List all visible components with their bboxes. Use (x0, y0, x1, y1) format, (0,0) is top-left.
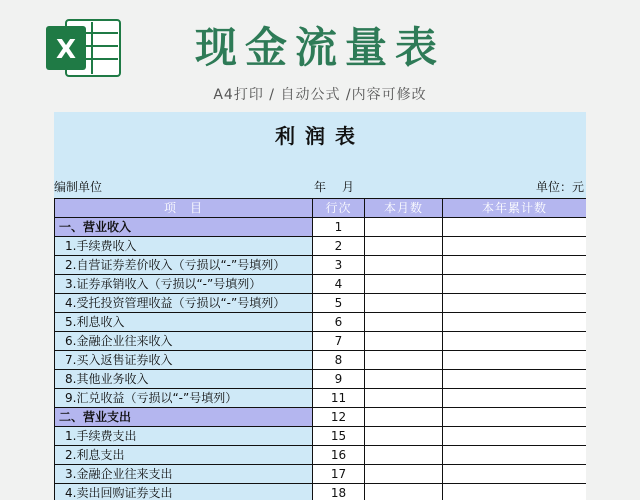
row-ytd-cell[interactable] (443, 484, 587, 500)
row-item-cell[interactable]: 3.金融企业往来支出 (55, 465, 313, 484)
row-ytd-cell[interactable] (443, 218, 587, 237)
logo-letter: X (55, 35, 77, 65)
row-item-cell[interactable]: 4.受托投资管理收益（亏损以“-”号填列） (55, 294, 313, 313)
row-line-cell[interactable]: 16 (313, 446, 365, 465)
row-line-cell[interactable]: 17 (313, 465, 365, 484)
row-ytd-cell[interactable] (443, 370, 587, 389)
row-line-cell[interactable]: 6 (313, 313, 365, 332)
row-item-cell[interactable]: 4.卖出回购证券支出 (55, 484, 313, 500)
row-month-cell[interactable] (365, 484, 443, 500)
row-ytd-cell[interactable] (443, 237, 587, 256)
table-header-row (55, 199, 587, 218)
table-row (55, 237, 587, 256)
table-row (55, 275, 587, 294)
row-item-cell[interactable]: 8.其他业务收入 (55, 370, 313, 389)
row-line-cell[interactable]: 1 (313, 218, 365, 237)
row-line-cell[interactable]: 7 (313, 332, 365, 351)
table-row (55, 332, 587, 351)
sheet-title: 利润表 (275, 124, 365, 148)
row-ytd-cell[interactable] (443, 275, 587, 294)
row-ytd-cell[interactable] (443, 465, 587, 484)
table-row (55, 484, 587, 500)
income-table (54, 198, 586, 500)
column-header-line: 行次 (313, 199, 365, 218)
row-month-cell[interactable] (365, 313, 443, 332)
header (0, 0, 640, 112)
table-row (55, 351, 587, 370)
row-ytd-cell[interactable] (443, 313, 587, 332)
row-month-cell[interactable] (365, 237, 443, 256)
row-ytd-cell[interactable] (443, 408, 587, 427)
row-line-cell[interactable]: 5 (313, 294, 365, 313)
row-line-cell[interactable]: 12 (313, 408, 365, 427)
row-ytd-cell[interactable] (443, 332, 587, 351)
row-month-cell[interactable] (365, 294, 443, 313)
row-ytd-cell[interactable] (443, 389, 587, 408)
row-item-cell[interactable]: 7.买入返售证券收入 (55, 351, 313, 370)
page-subtitle: A4打印 / 自动公式 /内容可修改 (213, 87, 427, 103)
unit-label: 编制单位 (54, 180, 103, 194)
spreadsheet (54, 112, 586, 500)
currency-label: 单位：元 (535, 180, 584, 194)
row-ytd-cell[interactable] (443, 294, 587, 313)
row-item-cell[interactable]: 2.自营证券差价收入（亏损以“-”号填列） (55, 256, 313, 275)
column-header-ytd: 本年累计数 (443, 199, 587, 218)
table-row (55, 465, 587, 484)
row-month-cell[interactable] (365, 427, 443, 446)
row-month-cell[interactable] (365, 351, 443, 370)
date-label: 年 月 (314, 180, 357, 194)
row-line-cell[interactable]: 8 (313, 351, 365, 370)
row-line-cell[interactable]: 11 (313, 389, 365, 408)
table-row (55, 256, 587, 275)
row-month-cell[interactable] (365, 389, 443, 408)
table-row (55, 408, 587, 427)
row-ytd-cell[interactable] (443, 446, 587, 465)
row-month-cell[interactable] (365, 256, 443, 275)
row-ytd-cell[interactable] (443, 427, 587, 446)
column-header-item: 项 目 (55, 199, 313, 218)
table-row (55, 446, 587, 465)
row-line-cell[interactable]: 4 (313, 275, 365, 294)
table-row (55, 427, 587, 446)
row-month-cell[interactable] (365, 370, 443, 389)
column-header-month: 本月数 (365, 199, 443, 218)
table-row (55, 389, 587, 408)
row-month-cell[interactable] (365, 218, 443, 237)
sheet-header-area (54, 112, 586, 198)
row-item-cell[interactable]: 1.手续费收入 (55, 237, 313, 256)
row-item-cell[interactable]: 9.汇兑收益（亏损以“-”号填列） (55, 389, 313, 408)
table-row (55, 313, 587, 332)
excel-logo-icon (44, 18, 122, 78)
table-row (55, 294, 587, 313)
page-title: 现金流量表 (194, 23, 445, 72)
table-row (55, 218, 587, 237)
row-month-cell[interactable] (365, 465, 443, 484)
row-month-cell[interactable] (365, 275, 443, 294)
table-row (55, 370, 587, 389)
row-item-cell[interactable]: 5.利息收入 (55, 313, 313, 332)
row-item-cell[interactable]: 二、营业支出 (55, 408, 313, 427)
row-item-cell[interactable]: 2.利息支出 (55, 446, 313, 465)
row-ytd-cell[interactable] (443, 351, 587, 370)
row-ytd-cell[interactable] (443, 256, 587, 275)
row-line-cell[interactable]: 18 (313, 484, 365, 500)
row-line-cell[interactable]: 15 (313, 427, 365, 446)
row-line-cell[interactable]: 9 (313, 370, 365, 389)
row-month-cell[interactable] (365, 408, 443, 427)
row-line-cell[interactable]: 2 (313, 237, 365, 256)
row-item-cell[interactable]: 3.证券承销收入（亏损以“-”号填列） (55, 275, 313, 294)
row-item-cell[interactable]: 6.金融企业往来收入 (55, 332, 313, 351)
row-month-cell[interactable] (365, 446, 443, 465)
row-item-cell[interactable]: 1.手续费支出 (55, 427, 313, 446)
row-item-cell[interactable]: 一、营业收入 (55, 218, 313, 237)
row-month-cell[interactable] (365, 332, 443, 351)
row-line-cell[interactable]: 3 (313, 256, 365, 275)
